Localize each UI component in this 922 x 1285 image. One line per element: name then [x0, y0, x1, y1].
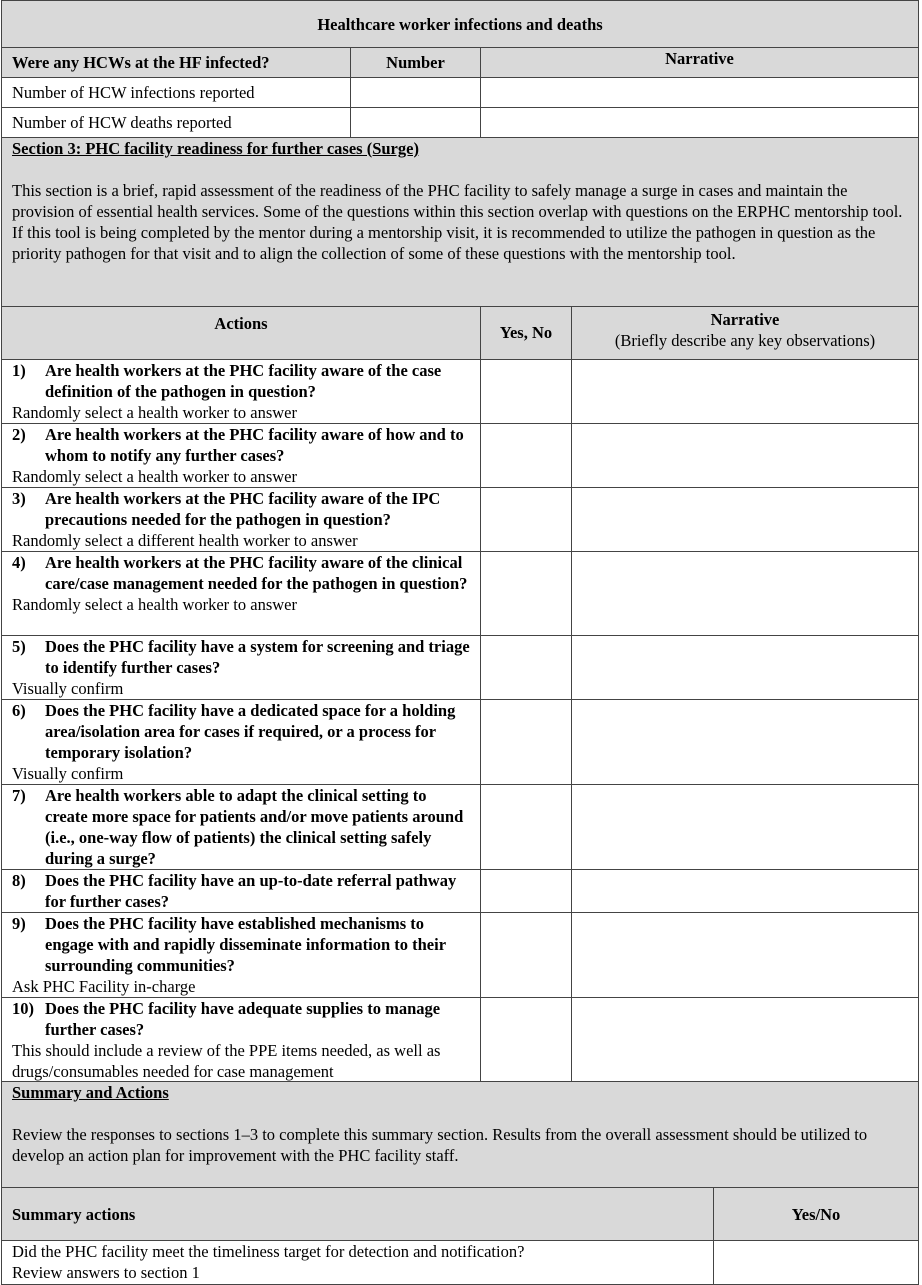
action-item: [2, 487, 481, 551]
action-question: Are health workers at the PHC facility aware of how and to whom to notify any further cases?: [45, 424, 464, 465]
action-question: Does the PHC facility have adequate supplies to manage further cases?: [45, 998, 441, 1039]
section3-intro: This section is a brief, rapid assessment of the readiness of the PHC facility to safely manage a surge in cases and maintain the provision of essential health services. Some of the questions within this section overlap with questions on the ERPHC mentorship tool. If this tool is being completed by the mentor during a mentorship visit, it is recommended to utilize the pathogen in question as the priority pathogen for that visit and to align the collection of some of these questions with the mentorship tool.: [12, 180, 903, 263]
action-note: Ask PHC Facility in-charge: [12, 976, 196, 996]
action-number: 1): [12, 360, 26, 380]
yesno-cell[interactable]: [481, 912, 572, 997]
yesno-cell[interactable]: [481, 423, 572, 487]
action-item: [2, 912, 481, 997]
action-question: Does the PHC facility have a system for screening and triage to identify further cases?: [45, 636, 470, 677]
yesno-cell[interactable]: [481, 784, 572, 869]
action-question: Are health workers at the PHC facility aware of the IPC precautions needed for the pathogen in question?: [45, 488, 441, 529]
yesno-cell[interactable]: [481, 869, 572, 912]
summary-col-actions: Summary actions: [2, 1188, 714, 1241]
action-item: [2, 551, 481, 635]
hcw-narrative-cell[interactable]: [481, 78, 919, 108]
summary-heading: Summary and Actions: [12, 1083, 169, 1102]
action-number: 3): [12, 488, 26, 508]
narrative-cell[interactable]: [572, 487, 919, 551]
action-item: [2, 423, 481, 487]
action-number: 9): [12, 913, 26, 933]
narrative-cell[interactable]: [572, 635, 919, 699]
action-note: Visually confirm: [12, 763, 124, 783]
action-question: Does the PHC facility have an up-to-date referral pathway for further cases?: [45, 870, 457, 911]
action-question: Does the PHC facility have a dedicated space for a holding area/isolation area for cases if required, or a process for temporary isolation?: [45, 700, 456, 762]
narrative-cell[interactable]: [572, 784, 919, 869]
narrative-cell[interactable]: [572, 359, 919, 423]
summary-yesno-cell[interactable]: [714, 1241, 919, 1285]
section3-col-narrative: [572, 306, 919, 359]
section3-col-actions: Actions: [2, 306, 481, 359]
action-item: [2, 784, 481, 869]
hcw-col-number: Number: [351, 48, 481, 78]
action-question: Are health workers able to adapt the clinical setting to create more space for patients and/or move patients around (i.e., one-way flow of patients) the clinical setting safely during a surge?: [45, 785, 464, 868]
action-number: 7): [12, 785, 26, 805]
narrative-cell[interactable]: [572, 869, 919, 912]
action-number: 6): [12, 700, 26, 720]
action-question: Are health workers at the PHC facility aware of the clinical care/case management needed for the pathogen in question?: [45, 552, 468, 593]
section3-col-yesno: Yes, No: [481, 306, 572, 359]
summary-intro: Review the responses to sections 1–3 to complete this summary section. Results from the overall assessment should be utilized to develop an action plan for improvement with the PHC facility staff.: [12, 1125, 868, 1165]
action-question: Does the PHC facility have established mechanisms to engage with and rapidly disseminate information to their surrounding communities?: [45, 913, 446, 975]
action-number: 10): [12, 998, 34, 1018]
hcw-row-label: Number of HCW infections reported: [2, 78, 351, 108]
narrative-cell[interactable]: [572, 423, 919, 487]
hcw-table: [1, 0, 919, 138]
action-note: Randomly select a health worker to answer: [12, 594, 297, 614]
hcw-number-cell[interactable]: [351, 108, 481, 138]
action-item: [2, 635, 481, 699]
action-item: [2, 359, 481, 423]
hcw-row-label: Number of HCW deaths reported: [2, 108, 351, 138]
action-number: 4): [12, 552, 26, 572]
action-number: 5): [12, 636, 26, 656]
hcw-narrative-cell[interactable]: [481, 108, 919, 138]
section3-heading: Section 3: PHC facility readiness for further cases (Surge): [12, 138, 419, 158]
action-note: Randomly select a health worker to answer: [12, 402, 297, 422]
yesno-cell[interactable]: [481, 635, 572, 699]
hcw-col-narrative: Narrative: [481, 48, 919, 78]
action-number: 8): [12, 870, 26, 890]
narrative-cell[interactable]: [572, 912, 919, 997]
action-note: Randomly select a health worker to answer: [12, 466, 297, 486]
action-number: 2): [12, 424, 26, 444]
hcw-number-cell[interactable]: [351, 78, 481, 108]
action-question: Are health workers at the PHC facility aware of the case definition of the pathogen in question?: [45, 360, 442, 401]
section3-col-narrative-sub: (Briefly describe any key observations): [614, 330, 876, 350]
section3-header: [2, 137, 919, 306]
narrative-cell[interactable]: [572, 699, 919, 784]
hcw-title: Healthcare worker infections and deaths: [2, 1, 919, 48]
action-note: Randomly select a different health worker to answer: [12, 530, 358, 550]
action-note: Visually confirm: [12, 678, 124, 698]
yesno-cell[interactable]: [481, 359, 572, 423]
summary-item: [2, 1241, 714, 1285]
section3-col-narrative-title: Narrative: [710, 309, 780, 329]
action-note: This should include a review of the PPE items needed, as well as drugs/consumables needed for case management: [12, 1040, 441, 1081]
yesno-cell[interactable]: [481, 551, 572, 635]
yesno-cell[interactable]: [481, 997, 572, 1082]
action-item: [2, 699, 481, 784]
narrative-cell[interactable]: [572, 997, 919, 1082]
yesno-cell[interactable]: [481, 487, 572, 551]
summary-header: [2, 1082, 919, 1188]
summary-note: Review answers to section 1: [12, 1263, 200, 1282]
summary-table: [1, 1081, 919, 1285]
yesno-cell[interactable]: [481, 699, 572, 784]
summary-col-yesno: Yes/No: [714, 1188, 919, 1241]
narrative-cell[interactable]: [572, 551, 919, 635]
section3-table: [1, 137, 919, 1083]
hcw-question: Were any HCWs at the HF infected?: [2, 48, 351, 78]
action-item: [2, 997, 481, 1082]
summary-question: Did the PHC facility meet the timeliness target for detection and notification?: [12, 1242, 525, 1261]
action-item: [2, 869, 481, 912]
